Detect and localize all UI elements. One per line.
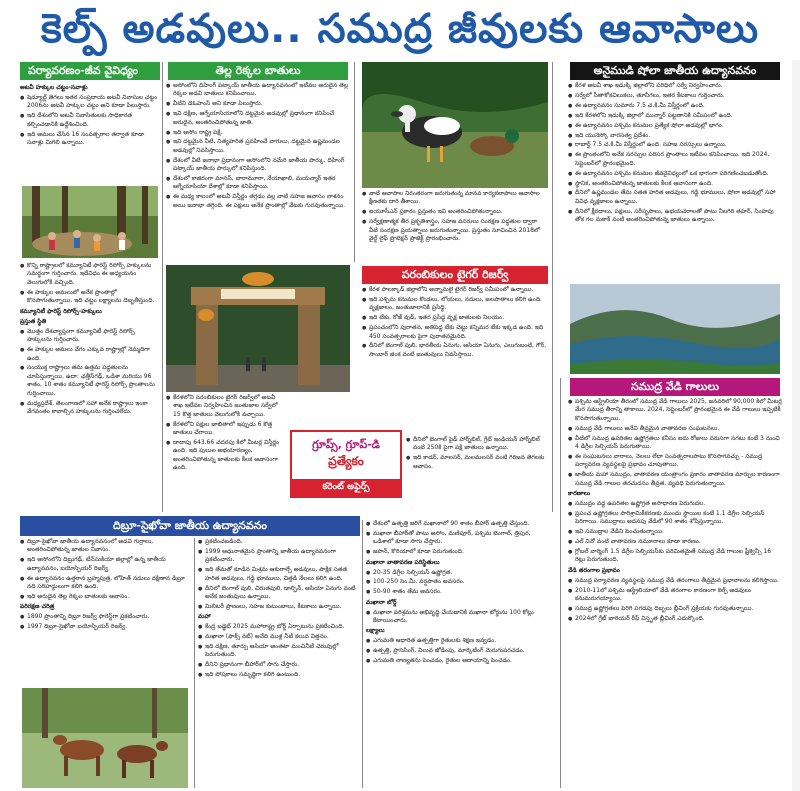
bullet-paragraph: ● ప్రపంచంలోని పురాతన, అతిపెద్ద టేకు చెట్టు కన్నిమర టేకు ఇక్కడ ఉంది. ఇది 450 సంవత్సరాలకు పైగా పురాతనమైనది. (362, 324, 548, 341)
bullet-paragraph: ● వాటి ఆవాసాల నిరంతరంగా జరుగుతున్న మానవ కార్యకలాపాలు ఆవాసాల క్షీణతకు దారి తీశాయి. (362, 190, 548, 207)
bullet-paragraph: ● సముద్రం వద్ద ఉపరితల ఉష్ణోగ్రత అసాధారణ పెరుగుదల. (568, 500, 782, 508)
bullet-paragraph: ● దేశంలో వీటి జనాభా ప్రధానంగా అసోంలోని నమేరి జాతీయ పార్కు, దిహింగ్ పట్కాయ్ జాతీయ పార్కులో కనిపిస్తుంది. (166, 157, 351, 174)
bullet-paragraph: ● దీనిలో బెంగాల్ పులి, భారతీయ ఏనుగు, ఆసియా ఏనుగు, ఎలుగుబంటి, గౌర్, సాంబార్ జింక వంటి జంతువులు నివసిస్తాయి. (362, 342, 548, 359)
bullet-paragraph: ● ఉత్పత్తి, ప్రాసెసింగ్, విలువ జోడింపు, మార్కెటింగ్ మెరుగుపరచడం. (366, 647, 552, 655)
bullet-paragraph: ● జపాన్, కొరియాలో కూడా పెరుగుతుంది. (366, 548, 552, 556)
bullet-paragraph: ● ఇది అరుదైన తెల్ల రెక్కల బాతులకు ఆవాసం. (20, 593, 190, 601)
makhana-text (366, 520, 552, 788)
section-title-sea-heatwaves: సముద్ర వేడి గాలులు (570, 378, 780, 396)
subheading: ప్రస్తుత స్థితి (20, 317, 47, 325)
bullet-paragraph: ● 1890 ప్రాంతాన్ని దిబ్రూ రిజర్వ్ ఫారెస్ట్‌గా ప్రకటించారు. (20, 613, 190, 621)
bullet-paragraph: ● 100-250 సెం.మీ. వర్షపాతం అవసరం. (366, 578, 552, 586)
tiger-reserve-caption (166, 394, 286, 512)
parambikulam-text-lower (406, 436, 548, 512)
bullet-paragraph: ● ఇది తేమతో కూడిన మిశ్రమ ఆకురాల్చే అడవులు, పాక్షిక సతత హరిత అడవులు, గడ్డి భూములు, చిత్తడి నేలలు కలిగి ఉంది. (198, 566, 358, 583)
bullet-paragraph: ● ఇది యునెస్కో వారసత్వ ప్రదేశం. (568, 132, 782, 140)
duck-photo-caption (362, 190, 548, 262)
bullet-paragraph: ● వీటిని డెఓహంస్ అని కూడా పిలుస్తారు. (166, 100, 351, 108)
bullet-paragraph: ● మఖానా (ఫాక్స్ నట్) అనేది ముళ్ల నీటి కలువ విత్తనం. (198, 633, 358, 641)
bullet-paragraph: ● కేరళలోని పరంబికులం టైగర్ రిజర్వ్‌లో అటవీ శాఖ ఇటీవల నిర్వహించిన జంతుజాల సర్వేలో 15 కొత్త జాతులు వెలుగులోకి వచ్చాయి. (166, 394, 286, 419)
parambikulam-text (362, 286, 548, 436)
bullet-paragraph: ● సర్వేలో సీతాకోకచిలుకలు, తూనీగలు, ఇతర కీటకాలు గుర్తించారు. (568, 92, 782, 100)
bullet-paragraph: ● 50-90 శాతం తేమ అవసరం. (366, 588, 552, 596)
bullet-paragraph: ● ఇది అమలు చేసిన 16 సంవత్సరాల తర్వాత కూడా సవాళ్లు మిగిలి ఉన్నాయి. (20, 131, 160, 148)
subheading: పరిరక్షణ చరిత్ర (20, 603, 55, 611)
bullet-paragraph: ● సముద్ర వేడి గాలులు అనేవి తీవ్రమైన వాతావరణ సంఘటనలు. (568, 425, 782, 433)
bullet-paragraph: ● 1999 ఆధునాతమైన ప్రాంతాన్ని జాతీయ ఉద్యానవనంగా ప్రకటించారు. (198, 548, 358, 565)
anaimudi-text (568, 82, 782, 282)
bullet-paragraph: ● 2010-11లో పశ్చిమ ఆస్ట్రేలియాలో వేడి తరంగాల కారణంగా కెల్ప్ అడవులు కనుమరుగయ్యాయి. (568, 587, 782, 604)
lake-photo (570, 284, 780, 374)
bullet-paragraph: ● గ్లోబల్ వార్మింగ్ 1.5 డిగ్రీల సెల్సియస్‌కు పరిమితమైతే సముద్ర వేడి గాలుల ఫ్రీక్వెన్సీ 16 రెట్లు పెరుగుతుంది. (568, 548, 782, 565)
bullet-paragraph: ● వీటిలో సముద్ర ఉపరితల ఉష్ణోగ్రతలు కనీసం ఐదు రోజులు వరుసగా సగటు కంటే 3 నుంచి 4 డిగ్రీల సెల్సియస్ పెరుగుతాయి. (568, 435, 782, 452)
wild-horses-photo (22, 688, 188, 788)
bullet-paragraph: ● ప్రకటించబడింది. (198, 538, 358, 546)
environment-column-bottom (20, 262, 160, 512)
bullet-paragraph: ● ఈ ఉద్యానవనం సుమారు 7.5 చ.కి.మీ విస్తీర్ణంలో ఉంది. (568, 102, 782, 110)
bullet-paragraph: ● దేశంలో కాజిరంగా మానస్, బారామూరా, నేయాఖాలి, మయన్మార్ ఇతర ఆగ్నేయాసియా దేశాల్లో కూడా కనిపిస్తాయి. (166, 175, 351, 192)
bullet-paragraph: ● ఇది కాడర్, మాలసర్, మలమలసర్ వంటి గిరిజన తెగలకు ఆవాసం. (406, 454, 548, 471)
section-title-environment: పర్యావరణం-జీవ వైవిధ్యం (20, 62, 160, 80)
bullet-paragraph: ● ఇది టేకు, రోజ్ వుడ్, ఇతర ప్రసిద్ధ వృక్ష జాతులకు నిలయం. (362, 314, 548, 322)
bullet-paragraph: ● ఈ హక్కుల అమలు వేగం ఎక్కువ రాష్ట్రాల్లో నెమ్మదిగా ఉంది. (20, 346, 160, 363)
bullet-paragraph: ● మఖానా పరిశ్రమను అభివృద్ధి చేయడానికి మఖానా బోర్డును 100 కోట్లు కేటాయించారు. (366, 609, 552, 626)
bullet-paragraph: ● మఖానా బీహార్‌తో పాటు అసోం, మణిపూర్, పశ్చిమ బెంగాల్, త్రిపుర, ఒడిశాలో కూడా సాగు చేస్తారు. (366, 530, 552, 547)
environment-column-top (20, 82, 160, 184)
bullet-paragraph: ● కేంద్ర బడ్జెట్ 2025 మహారాష్ట్ర బోర్డ్ ఏర్పాటును ప్రకటించింది. (198, 623, 358, 631)
wild-horses-image (22, 688, 188, 788)
subheading: కారణాలు (568, 490, 591, 498)
subheading: మహా (198, 613, 211, 621)
bullet-paragraph: ● మొత్తం దేశవ్యాప్తంగా కమ్యూనిటీ ఫారెస్ట్ రిసోర్స్ హక్కులను గుర్తించారు. (20, 328, 160, 345)
bullet-paragraph: ● ఇవి దట్టమైన నీటి, నిత్యహరిత ప్రవహించే వాగులు, దట్టమైన ఉష్ణమండల అడవుల్లో నివసిస్తాయి. (166, 138, 351, 155)
bullet-paragraph: ● సంయుక్త రాష్ట్రాలు తమ ఉత్తమ పద్ధతులను చూపిస్తున్నాయి. ఉదా: ఛత్తీస్‌గఢ్, ఒడిశా మరియు 96 శాతం, 10 శాతం కమ్యూనిటీ ఫారెస్ట్ రిసోర్స్ ప్రాంతాలను గుర్తించాయి. (20, 364, 160, 398)
badge-line-3: కరెంట్ అఫైర్స్ (292, 479, 400, 496)
subheading: అటవీ హక్కుల చట్టం-సవాళ్లు (20, 84, 88, 91)
subheading: లక్ష్యాలు (366, 627, 385, 635)
tiger-reserve-gate-photo (166, 265, 350, 392)
duck-photo (362, 62, 548, 188)
dibru-text-col2 (198, 538, 358, 788)
bullet-paragraph: ● దిబ్రూ-సైఖోవా జాతీయ ఉద్యానవనంలో అడవి గుర్రాలు, అంతరించిపోతున్న జాతుల నివాసం. (20, 538, 190, 555)
bullet-paragraph: ● ఈ ప్రాంతంలోని అనేక సరస్సుల పరిసర ప్రాంతాలు ఇటీవల కనిపించాయి. ఇది 2024, సెప్టెంబర్‌లో ప్రారంభమైంది. (568, 151, 782, 168)
subheading: కమ్యూనిటీ ఫారెస్ట్ రిసోర్స్-హక్కులు (20, 307, 102, 315)
bullet-paragraph: ● దీనిలో ఉష్ణమండల తేమ సతత హరిత అడవులు, గడ్డి భూములు, షోలా అడవుల్లో సహా వివిధ వృక్షజాలం ఉన్నాయి. (568, 189, 782, 206)
bullet-paragraph: ● ఐయూసీఎన్ ప్రకారం ప్రస్తుతం ఇవి అంతరించిపోతున్నాయి. (362, 208, 548, 216)
subheading: మఖానా బోర్డ్ (366, 598, 397, 606)
section-title-anaimudi: అనైముడి షోలా జాతీయ ఉద్యానవనం (570, 62, 780, 80)
hills-lake-image (570, 284, 780, 374)
bullet-paragraph: ● ఈ హక్కుల అమలులో అనేక ప్రాంతాల్లో కొనసాగుతున్నాయి. ఇది చట్టం లక్ష్యాలను దెబ్బతీస్తుంది. (20, 289, 160, 306)
bullet-paragraph: ● ఇది దేశంలోని అటవీ నివాసితులకు సాధికారత కల్పించడానికి ఉద్దేశించింది. (20, 112, 160, 129)
page-edge-margin (792, 60, 800, 791)
bullet-paragraph: ● కేరళ అటవీ శాఖ ఇడుక్కి జిల్లాలోని పరిధిలో సర్వే నిర్వహించారు. (568, 82, 782, 90)
forest-photo (22, 186, 158, 258)
dibru-text (20, 538, 190, 686)
page-headline: కెల్ప్ అడవులు.. సముద్ర జీవులకు ఆవాసాలు (40, 6, 760, 52)
subheading: మఖానా వాతావరణ పరిస్థితులు (366, 558, 440, 566)
bullet-paragraph: ● ఈ సంఘటనలు వారాలు, నెలలు లేదా సంవత్సరాలపాటు కొనసాగవచ్చు - సముద్ర పర్యావరణ వ్యవస్థలపై ప్రభావం చూపుతాయి. (568, 453, 782, 470)
bullet-paragraph: ● ప్రపంచ ఉష్ణోగ్రతలు పారిశ్రామికీకరణకు ముందు స్థాయిల కంటే 1.1 డిగ్రీల సెల్సియస్ పెరిగాయి. సముద్రాలు అదనపు వేడిలో 90 శాతం శోషిస్తున్నాయి. (568, 510, 782, 527)
bullet-paragraph: ● ఇవి సముద్రాల వేడిని పెంచుతున్నాయి. (568, 528, 782, 536)
bullet-paragraph: ● స్థానిక, అంతరించిపోతున్న జాతులకు కీలక ఆవాసంగా ఉంది. (568, 180, 782, 188)
tiger-gate-image (166, 265, 350, 392)
bullet-paragraph: ● ఈ ఉద్యానవనం పశ్చిమ కనుమల ప్రత్యేక షోలా అడవుల్లో భాగం. (568, 122, 782, 130)
bullet-paragraph: ● దీనిలో క్షీరదాలు, పక్షులు, సరీసృపాలు, ఉభయచరాలతో పాటు నీలగిరి తహర్, సింహపు తోక గల మకాక్ వంటి అంతరించిపోతున్న జాతులు ఉన్నాయి. (568, 208, 782, 225)
bullet-paragraph: ● ఎగుమతి ఆధారిత ఉత్పత్తిగా రైతులకు శిక్షణ ఇవ్వడం. (366, 637, 552, 645)
bullet-paragraph: ● ఇది పశ్చిమ కనుమల కొండలు, లోయలు, నదులు, జలపాతాలు కలిగి ఉంది. వృక్షజాలం, జంతుజాలానికి ప్రసిద్ధి. (362, 296, 548, 313)
white-winged-duck-text (166, 82, 351, 260)
bullet-paragraph: ● దీనిలో బెంగాల్ పైడ్ హార్న్‌బిల్, గ్రేట్ ఇండియన్ హార్న్‌బిల్ వంటి 250కి పైగా పక్షి జాతులు ఉన్నాయి. (406, 436, 548, 453)
bullet-paragraph: ● దేశంలో ఉత్పత్తి జరిగే మఖానాలో 90 శాతం బీహార్ ఉత్పత్తి చేస్తుంది. (366, 520, 552, 528)
bullet-paragraph: ● దీనిని ప్రధానంగా బీహార్‌లో సాగు చేస్తారు. (198, 661, 358, 669)
forest-people-image (22, 186, 158, 258)
bullet-paragraph: ● కేరళలోని పక్షుల జాబితాలో ఇప్పుడు 6 కొత్త జాతులు చేరాయి. (166, 421, 286, 438)
subheading: వేడి తరంగాల ప్రభావం (568, 566, 620, 574)
bullet-paragraph: ● సర్వేక్షణాత్మక తీర ప్రకృతిశాస్త్రం, సహజ వనరులు సంరక్షణ పద్ధతుల ద్వారా వీటి సంరక్షణ ప్రయత్నాలు జరుగుతున్నాయి. ప్రస్తుతం సూచించిన 2018లో వైల్డ్ లైఫ్ ప్రొటెక్షన్ ప్రాజెక్ట్ ప్రారంభించారు. (362, 218, 548, 243)
bullet-paragraph: ● దాదాపు 643.66 చదరపు కిలో మీటర్ల విస్తీర్ణం ఉంది. ఇది పులుల అభయారణ్యం, అంతరించిపోతున్న జాతులకు కీలక ఆవాసంగా ఉంది. (166, 439, 286, 473)
bullet-paragraph: ● కేరళ పాలక్కాడ్ జిల్లాలోని అన్నామలై టైగర్ రిజర్వ్ సమీపంలో ఉన్నాయి. (362, 286, 548, 294)
bullet-paragraph: ● ఈ మధ్య కాలంలో అటవీ విస్తీర్ణం తగ్గడం వల్ల వాటి సహజ ఆవాసం నాశనం అయి జనాభా తగ్గింది. ఈ పక్షులు అనేక ప్రాంతాల్లో వేటకు గురవుతున్నాయి. (166, 193, 351, 210)
bullet-paragraph: ● అసోంలోని దిహింగ్ పట్కాయ్ జాతీయ ఉద్యానవనంలో ఇటీవల అరుదైన తెల్ల రెక్కల అడవి బాతులు కనిపించాయి. (166, 82, 351, 99)
bullet-paragraph: ● షెడ్యూల్డ్ తెగలు ఇతర సంప్రదాయ అటవీ నివాసుల చట్టం 2006ను అటవీ హక్కుల చట్టం అని కూడా పిలుస్తారు. (20, 94, 160, 111)
bullet-paragraph: ● దీనిలో బెంగాల్ పులి, చిరుతపులి, డాల్ఫిన్, ఆసియా ఏనుగు వంటి అనేక జంతువులు ఉన్నాయి. (198, 585, 358, 602)
bullet-paragraph: ● కొన్ని రాష్ట్రాలలో కమ్యూనిటీ ఫారెస్ట్ రిసోర్స్ హక్కులను సమర్థంగా గుర్తించారు. ఇదేవిధం ఈ అధ్యయనం వెలుగులోకి వచ్చింది. (20, 262, 160, 287)
bullet-paragraph: ● జాతీయ మహా సముద్రం, వాతావరణ యంత్రాంగం ప్రకారం వాతావరణ మార్పుల కారణంగా సముద్ర వేడి గాలుల తరచుదనం తీవ్రత, వ్యవధి పెరుగుతున్నాయి. (568, 471, 782, 488)
bullet-paragraph: ● 20-35 డిగ్రీల సెల్సియస్ ఉష్ణోగ్రత. (366, 569, 552, 577)
bullet-paragraph: ● ఎల్ నినో వంటి వాతావరణ నమూనాలు కూడా కారణం. (568, 538, 782, 546)
bullet-paragraph: ● 1997 దిబ్రూ-సైఖోవా బయోస్ఫియర్ రిజర్వ్. (20, 623, 190, 631)
bullet-paragraph: ● ఈ ఉద్యానవనం ఉత్తరాన బ్రహ్మపుత్ర, లోహిత్ నదులు దక్షిణాన డిబ్రూ నది సరిహద్దులుగా కలిగి ఉంది. (20, 575, 190, 592)
bullet-paragraph: ● 2024లో గ్రేట్ బారియర్ రీఫ్ విస్తృత బ్లీచింగ్ ఎదుర్కొంది. (568, 615, 782, 623)
section-title-white-winged-duck: తెల్ల రెక్కల బాతులు (168, 62, 348, 80)
section-title-dibru-saikhowa: దిబ్రూ-సైఖోవా జాతీయ ఉద్యానవనం (20, 516, 360, 536)
bullet-paragraph: ● ఇది అసోం రాష్ట్ర పక్షి. (166, 129, 351, 137)
special-edition-badge (290, 430, 402, 498)
bullet-paragraph: ● సముద్ర ఉష్ణోగ్రతలు పెరిగి పగడపు దిబ్బలు బ్లీచింగ్ ప్రక్రియకు గురవుతున్నాయి. (568, 605, 782, 613)
bullet-paragraph: ● సముద్ర పర్యావరణ వ్యవస్థలపై సముద్ర వేడి తరంగాలు తీవ్రమైన ప్రభావాలను కలిగిస్తాయి. (568, 577, 782, 585)
duck-image (362, 62, 548, 188)
bullet-paragraph: ● రాబార్ట్ 7.5 చ.కి.మీ విస్తీర్ణంలో ఉంది. సహజ సరస్సులు ఉన్నాయి. (568, 141, 782, 149)
badge-line-2: ప్రత్యేకం (328, 454, 364, 468)
bullet-paragraph: ● మధ్యప్రదేశ్, తెలంగాణలో సహా అనేక రాష్ట్రాలు ఇంకా వేగవంతం కావాల్సిన హక్కులను గుర్తించలేదు. (20, 400, 160, 417)
bullet-paragraph: ● ఈ ఉద్యానవనం పశ్చిమ కనుమల జీవవైవిధ్యంలో ఒక భాగంగా పరిగణించబడుతోంది. (568, 170, 782, 178)
bullet-paragraph: ● ఇది కేరళలోని ఇడుక్కి జిల్లాలో మున్నార్ పట్టణానికి సమీపంలో ఉంది. (568, 112, 782, 120)
bullet-paragraph: ● మిలిటరీ ప్రాణులు, సహజ కుటుంబాలు, కీటకాలు ఉన్నాయి. (198, 603, 358, 611)
badge-line-1: గ్రూప్స్, గ్రూప్-డి (312, 438, 380, 451)
bullet-paragraph: ● ఇది అసోంలోని దిబ్రుగఢ్, టిన్‌సుకియా జిల్లాల్లో ఉన్న జాతీయ ఉద్యానవనం, బయోస్ఫియర్ రిజర్వ్. (20, 556, 190, 573)
section-title-parambikulam: పరంబికులం టైగర్ రిజర్వ్ (362, 266, 548, 284)
bullet-paragraph: ● ఇవి దక్షిణ, ఆగ్నేయాసియాలోని దట్టమైన అడవుల్లో ప్రధానంగా కనిపించే అరుదైన, అంతరించిపోతున్న జాతి. (166, 110, 351, 127)
bullet-paragraph: ● ఎగుమతి నాణ్యతను పెంచడం, రైతుల ఆదాయాన్ని పెంచడం. (366, 657, 552, 665)
bullet-paragraph: ● ఇది దక్షిణ, తూర్పు ఆసియా అంతటా మంచినీటి చెరువుల్లో పెరుగుతుంది. (198, 643, 358, 660)
sea-heatwaves-text (568, 398, 782, 788)
bullet-paragraph: ● ఇది పోషకాలు సమృద్ధిగా కలిగి ఉంటుంది. (198, 671, 358, 679)
bullet-paragraph: ● పశ్చిమ ఆస్ట్రేలియా తీరంలో సముద్ర వేడి గాలులు 2025, జనవరిలో 90,000 కిలో మీటర్ల మేర సముద్ర తీరాన్ని తాకాయి. 2024, సెప్టెంబర్‌లో ప్రారంభమైన ఈ వేడి గాలులు ఇప్పటికీ కొనసాగుతున్నాయి. (568, 398, 782, 423)
